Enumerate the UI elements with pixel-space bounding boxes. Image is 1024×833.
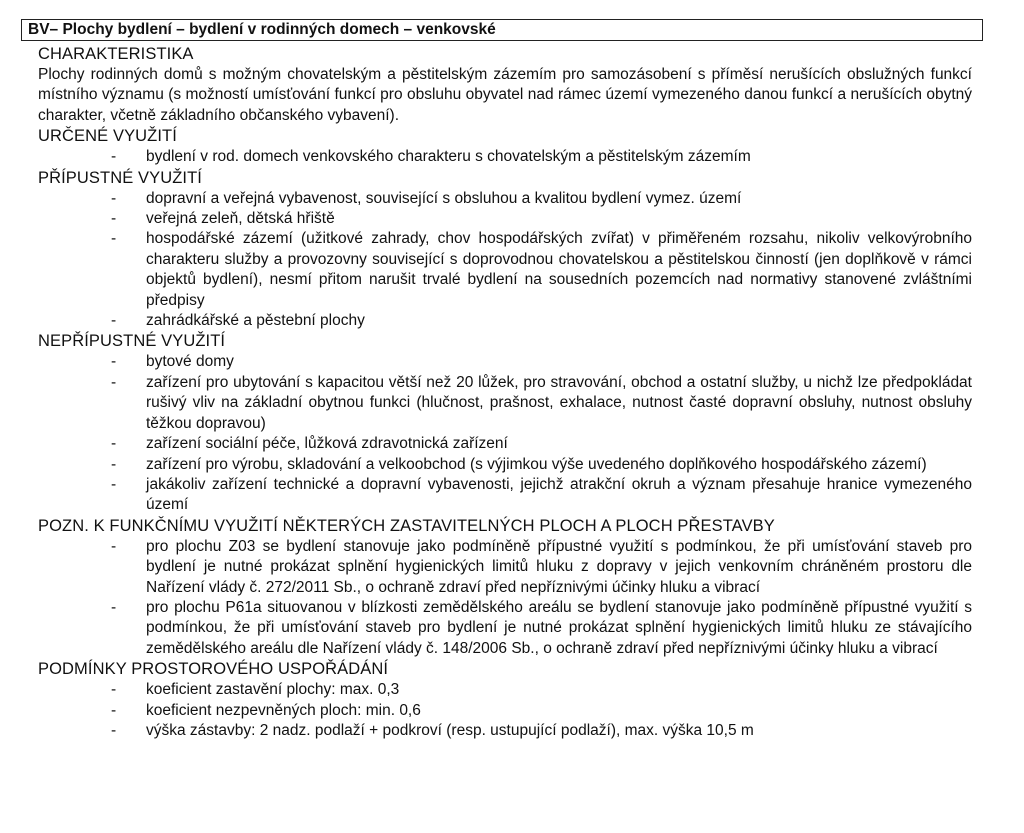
list-item-text: hospodářské zázemí (užitkové zahrady, chov hospodářských zvířat) v přiměřeném rozsahu, nikoliv velkovýrobního charakteru služby a provozovny související s doprovodnou chovatelskou a pěstitelskou činností (jen doplňkově v rámci objektů bydlení), nesmí přitom narušit trvalé bydlení na sousedních pozemcích nad normativy stanovené zvláštními předpisy — [146, 230, 972, 309]
list-item — [38, 189, 972, 209]
bullet-dash: - — [111, 148, 117, 166]
list-item-text: výška zástavby: 2 nadz. podlaží + podkroví (resp. ustupující podlaží), max. výška 10,5 m — [146, 721, 754, 739]
list-item-text: bytové domy — [146, 353, 234, 371]
list-item — [38, 147, 972, 167]
list-item-text: zařízení sociální péče, lůžková zdravotnická zařízení — [146, 435, 508, 453]
bullet-dash: - — [111, 189, 117, 207]
list-item-text: bydlení v rod. domech venkovského charakteru s chovatelským a pěstitelským zázemím — [146, 148, 751, 166]
list-item-text: zařízení pro ubytování s kapacitou větší než 20 lůžek, pro stravování, obchod a ostatní služby, u nichž lze předpokládat rušivý vliv na základní obytnou funkci (hlučnost, prašnost, exhalace, nutnost časté dopravní obsluhy, nutnost obsluhy těžkou dopravou) — [146, 373, 972, 432]
bullet-dash: - — [111, 701, 117, 719]
section-heading-pozn-funkcni-vyuziti: POZN. K FUNKČNÍMU VYUŽITÍ NĚKTERÝCH ZASTAVITELNÝCH PLOCH A PLOCH PŘESTAVBY — [38, 516, 775, 535]
charakteristika-text: Plochy rodinných domů s možným chovatelským a pěstitelským zázemím pro samozásobení s příměsí nerušících obslužných funkcí místního významu (s možností umísťování funkcí pro obsluhu obyvatel nad rámec území vymezeného danou funkcí a nerušících obytný charakter, včetně základního občanského vybavení). — [38, 66, 972, 124]
list-item — [38, 455, 972, 475]
bullet-dash: - — [111, 210, 117, 228]
list-item — [38, 721, 972, 741]
bullet-dash: - — [111, 373, 117, 391]
section-heading-podminky-prostoroveho-usporadani: PODMÍNKY PROSTOROVÉHO USPOŘÁDÁNÍ — [38, 660, 389, 679]
list-item-text: zařízení pro výrobu, skladování a velkoobchod (s výjimkou výše uvedeného doplňkového hospodářského zázemí) — [146, 455, 927, 473]
bullet-dash: - — [111, 681, 117, 699]
list-item-text: pro plochu P61a situovanou v blízkosti zemědělského areálu se bydlení stanovuje jako podmíněně přípustné využití s podmínkou, že při umísťování staveb pro bydlení je nutné prokázat splnění hygienických limitů hluku ze stávajícího zemědělského areálu dle Nařízení vlády č. 148/2006 Sb., o ochraně zdraví před nepříznivými účinky hluku a vibrací — [146, 598, 972, 657]
podminky-list — [38, 680, 972, 741]
document-body — [38, 44, 972, 741]
list-item — [38, 701, 972, 721]
list-item-text: jakákoliv zařízení technické a dopravní vybavenosti, jejichž atrakční okruh a význam přesahuje hranice vymezeného území — [146, 475, 972, 514]
list-item-text: zahrádkářské a pěstební plochy — [146, 312, 365, 330]
bullet-dash: - — [111, 230, 117, 248]
document-title: BV– Plochy bydlení – bydlení v rodinných domech – venkovské — [21, 19, 983, 41]
section-heading-pripustne-vyuziti: PŘÍPUSTNÉ VYUŽITÍ — [38, 168, 202, 187]
pozn-list — [38, 537, 972, 659]
urcene-vyuziti-list — [38, 147, 972, 167]
nepripustne-vyuziti-list — [38, 352, 972, 515]
list-item — [38, 537, 972, 598]
list-item — [38, 475, 972, 516]
section-heading-charakteristika: CHARAKTERISTIKA — [38, 45, 194, 63]
bullet-dash: - — [111, 475, 117, 493]
bullet-dash: - — [111, 312, 117, 330]
bullet-dash: - — [111, 537, 117, 555]
bullet-dash: - — [111, 353, 117, 371]
list-item-text: dopravní a veřejná vybavenost, související s obsluhou a kvalitou bydlení vymez. území — [146, 189, 742, 207]
list-item — [38, 352, 972, 372]
list-item-text: koeficient zastavění plochy: max. 0,3 — [146, 681, 400, 699]
list-item — [38, 209, 972, 229]
list-item-text: veřejná zeleň, dětská hřiště — [146, 210, 335, 228]
section-heading-nepripustne-vyuziti: NEPŘÍPUSTNÉ VYUŽITÍ — [38, 332, 226, 351]
bullet-dash: - — [111, 721, 117, 739]
list-item — [38, 311, 972, 331]
list-item-text: koeficient nezpevněných ploch: min. 0,6 — [146, 701, 421, 719]
bullet-dash: - — [111, 435, 117, 453]
bullet-dash: - — [111, 598, 117, 616]
bullet-dash: - — [111, 455, 117, 473]
section-heading-urcene-vyuziti: URČENÉ VYUŽITÍ — [38, 127, 177, 146]
list-item — [38, 680, 972, 700]
list-item — [38, 434, 972, 454]
list-item-text: pro plochu Z03 se bydlení stanovuje jako podmíněně přípustné využití s podmínkou, že při umísťování staveb pro bydlení je nutné prokázat splnění hygienických limitů hluku z dopravy v jejich venkovním chráněném prostoru dle Nařízení vlády č. 272/2011 Sb., o ochraně zdraví před nepříznivými účinky hluku a vibrací — [146, 537, 972, 596]
list-item — [38, 229, 972, 311]
list-item — [38, 373, 972, 434]
pripustne-vyuziti-list — [38, 189, 972, 332]
list-item — [38, 598, 972, 659]
